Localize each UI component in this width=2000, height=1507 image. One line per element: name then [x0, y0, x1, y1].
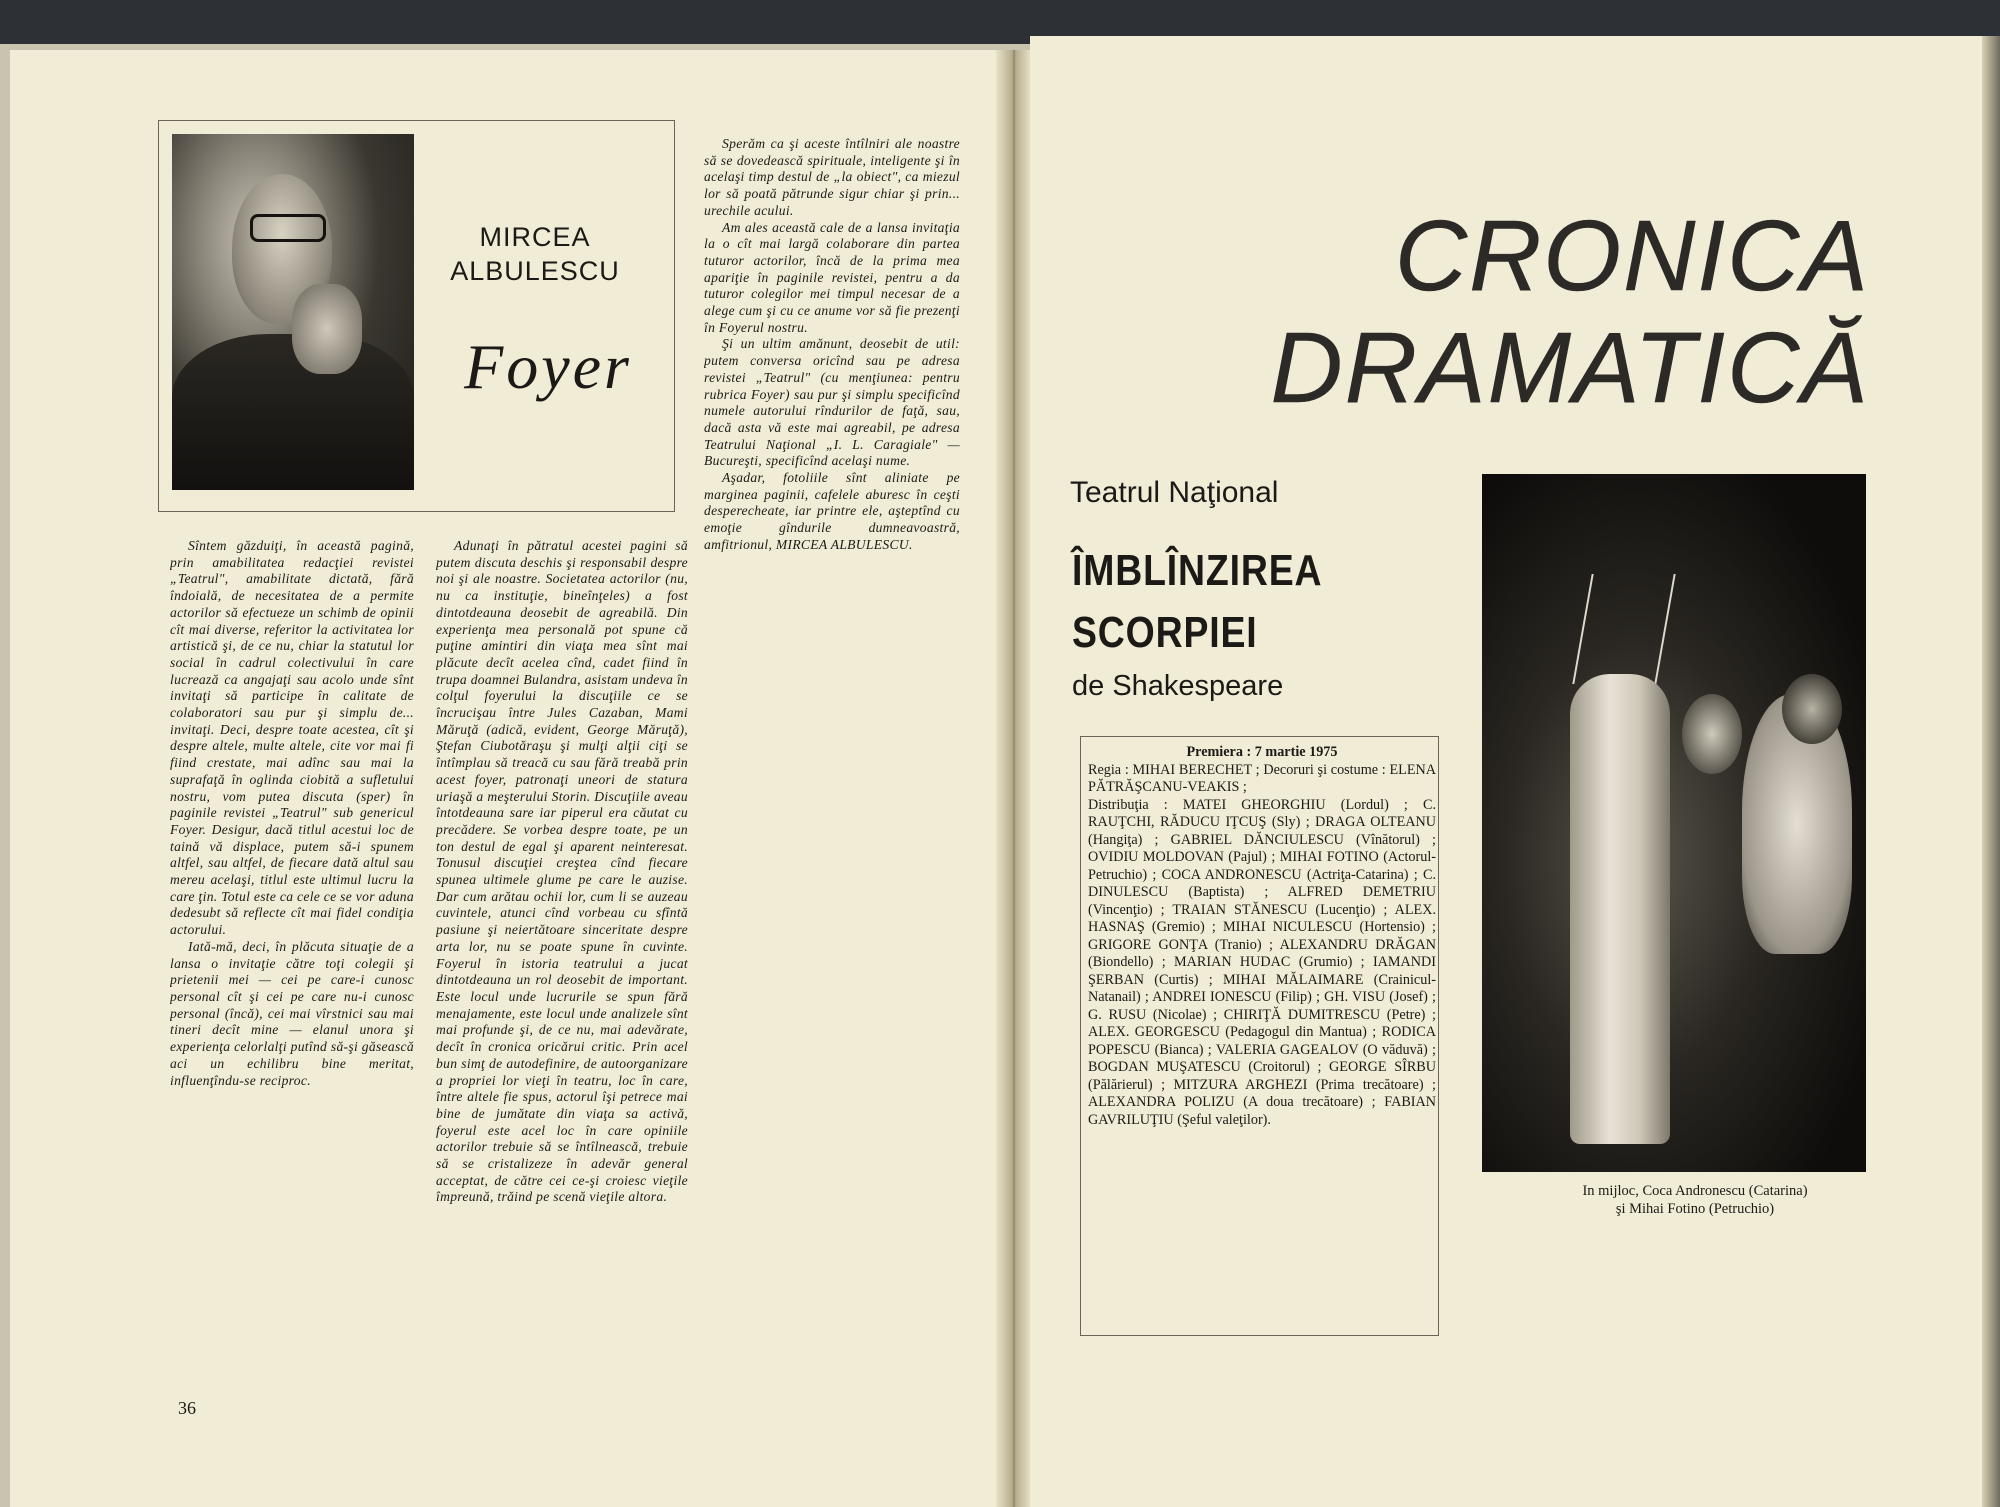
paragraph: Iată-mă, deci, în plăcuta situaţie de a lansa o invitaţie către toţi colegii şi prietenii mei — cei pe care-i cunosc personal cît şi cei pe care nu-i cunosc personal (încă), cei mai vîrstnici sau mai tineri decît mine — elanul unora şi experienţa celorlalţi putînd să-şi găsească aci un echilibru bine meritat, influenţîndu-se reciproc.: [170, 938, 414, 1088]
paragraph: Şi un ultim amănunt, deosebit de util: putem conversa oricînd sau pe adresa revistei „Teatrul" (cu menţiunea: pentru rubrica Foyer) sau pur şi simplu specificînd numele autorului rîndurilor de faţă, sau, dacă asta vă este mai agreabil, pe adresa Teatrului Naţional „I. L. Caragiale" — Bucureşti, specificînd acelaşi nume.: [704, 336, 960, 469]
author-portrait-photo: [172, 134, 414, 490]
photo-hand: [292, 284, 362, 374]
section-title: [1250, 200, 1870, 424]
page-number: 36: [178, 1398, 196, 1418]
column-title: Foyer: [464, 331, 632, 402]
paragraph: Aşadar, fotoliile sînt aliniate pe marginea paginii, cafelele aburesc în ceşti desperecheate, iar printre ele, aşteptînd cu emoţie gîndurile dumneavoastră, amfitrionul, MIRCEA ALBULESCU.: [704, 470, 960, 552]
text-column-3: [704, 136, 960, 1046]
book-gutter: [996, 50, 1032, 1507]
credits-text: [1088, 744, 1436, 1329]
section-title-line-1: CRONICA: [1394, 200, 1870, 312]
caption-line-1: In mijloc, Coca Andronescu (Catarina): [1582, 1183, 1808, 1199]
play-title: [1072, 540, 1323, 664]
playwright: de Shakespeare: [1072, 670, 1284, 702]
play-title-line-2: SCORPIEI: [1072, 608, 1258, 657]
photo-lead-actor: [1570, 674, 1670, 1144]
credits-cast: Distribuţia : MATEI GHEORGHIU (Lordul) ; C. RAUŢCHI, RĂDUCU IŢCUŞ (Sly) ; DRAGA OLTEANU (Hangiţa) ; GABRIEL DĂNCIULESCU (Vînătorul) ; OVIDIU MOLDOVAN (Pajul) ; MIHAI FOTINO (Actorul-Petruchio) ; COCA ANDRONESCU (Actriţa-Catarina) ; C. DINULESCU (Baptista) ; ALFRED DEMETRIU (Vincenţio) ; TRAIAN STĂNESCU (Lucenţio) ; ALEX. HASNAŞ (Gremio) ; MIHAI NICULESCU (Hortensio) ; GRIGORE GONŢA (Tranio) ; ALEXANDRU DRĂGAN (Biondello) ; MARIAN HUDAC (Grumio) ; IAMANDI ŞERBAN (Curtis) ; MIHAI MĂLAIMARE (Crainicul-Natanail) ; ANDREI IONESCU (Filip) ; GH. VISU (Josef) ; G. RUSU (Nicolae) ; CHIRIŢĂ DUMITRESCU (Petre) ; ALEX. GEORGESCU (Pedagogul din Mantua) ; RODICA POPESCU (Bianca) ; VALERIA GAGEALOV (O văduvă) ; BOGDAN MUŞATESCU (Croitorul) ; GEORGE SÎRBU (Pălărierul) ; MITZURA ARGHEZI (Prima trecătoare) ; ALEXANDRA POLIZU (A doua trecătoare) ; FABIAN GAVRILUŢIU (Şeful valeţilor).: [1088, 796, 1436, 1128]
caption-line-2: şi Mihai Fotino (Petruchio): [1615, 1201, 1775, 1217]
paragraph: Am ales această cale de a lansa invitaţia la o cît mai largă colaborare din partea tuturor actorilor, încă de la prima mea apariţie în paginile revistei, pentru a da tuturor colegilor mei timpul necesar de a alege cum şi cu ce anume vor să fie prezenţi în Foyerul nostru.: [704, 219, 960, 335]
premiere-date: Premiera : 7 martie 1975: [1186, 744, 1338, 760]
play-title-line-1: ÎMBLÎNZIREA: [1072, 546, 1323, 595]
text-column-2: [436, 538, 688, 1364]
credits-direction: Regia : MIHAI BERECHET ; Decoruri şi costume : ELENA PĂTRĂŞCANU-VEAKIS ;: [1088, 761, 1436, 795]
photo-actress: [1682, 694, 1742, 774]
author-name: MIRCEA ALBULESCU: [450, 222, 620, 286]
photo-glasses: [250, 214, 326, 242]
paragraph: Adunaţi în pătratul acestei pagini să putem discuta deschis şi responsabil despre noi şi ale noastre. Societatea actorilor (nu, nu ca instituţie, bineînţeles) a fost dintotdeauna deosebit de agreabilă. Din experienţa mea personală pot spune că puţine amintiri din viaţa mea sînt mai plăcute decît acelea cînd, cadet fiind în trupa doamnei Bulandra, asistam undeva în colţul foyerului la discuţiile ce se încrucişau între Jules Cazaban, Mami Măruţă (adică, evident, George Măruţă), Ştefan Ciubotăraşu şi mulţi alţii ciţi se întîmplau să treacă cu sau fără treabă prin acest foyer, patronaţi uneori de statura uriaşă a meşterului Storin. Discuţiile aveau întotdeauna sare iar piperul era căutat cu precădere. Se vorbea despre toate, pe un ton destul de egal şi aparent neinteresat. Tonusul discuţiei creştea cînd fiecare spunea ultimele glume pe care le auzise. Dar cum arătau ochii lor, cum li se auzeau cuvintele, atunci cînd vorbeau cu sfîntă pasiune şi neiertătoare sinceritate despre arta lor, nu se poate spune în cuvinte. Foyerul în istoria teatrului a jucat dintotdeauna un rol deosebit de important. Este locul unde lucrurile se spun fără menajamente, este locul unde analizele sînt mai profunde şi, de ce nu, mai adevărate, decît în cronica oricărui critic. Prin acel bun simţ de autodefinire, de autoorganizare a propriei lor vieţi în teatru, loc în care, între altele fie spus, actorul îşi petrece mai bine de jumătate din viaţa sa activă, foyerul este acel loc în care opiniile actorilor trebuie să se întîlnească, trebuie să se cristalizeze în adevăr general acceptat, de către cei ce-şi croiesc vieţile împreună, trăind pe scenă vieţile altora.: [436, 538, 688, 1205]
cover-edge: [1982, 36, 2000, 1507]
section-title-line-2: DRAMATICĂ: [1270, 312, 1870, 424]
photo-headdress: [1572, 574, 1675, 684]
paragraph: Sîntem găzduiţi, în această pagină, prin amabilitatea redacţiei revistei „Teatrul", amabilitate dictată, fără îndoială, de necesitatea de a permite actorilor să efectueze un schimb de opinii cît mai diverse, referitor la activitatea lor artistică şi, de ce nu, chiar la statutul lor social în cadrul colectivului în care lucrează ca angajaţi sau acolo unde sînt invitaţi să participe în calitate de colaboratori sau pur şi simplu de... invitaţi. Deci, despre toate acestea, cît şi despre altele, multe altele, cite vor mai fi fiind crestate, mai adînc sau mai la suprafaţă în oglinda ciobită a sufletului nostru, vom putea discuta (sper) în paginile revistei „Teatrul" sub genericul Foyer. Desigur, dacă titlul acestui loc de taină vă displace, putem să-i spunem altfel, sau altfel, de fiecare dată altul sau mereu acelaşi, titlul este ultimul lucru la care ţin. Totul este ca cele ce se vor aduna dedesubt să reflecte cît mai fidel condiţia actorului.: [170, 538, 414, 938]
theatre-name: Teatrul Naţional: [1070, 476, 1279, 509]
text-column-1: [170, 538, 414, 1370]
stage-photo: [1482, 474, 1866, 1172]
photo-actor-background: [1782, 674, 1842, 744]
photo-caption: [1500, 1182, 1890, 1218]
paragraph: Sperăm ca şi aceste întîlniri ale noastre să se dovedească spirituale, inteligente şi în acelaşi timp destul de „la obiect", ca miezul lor să poată pătrunde sigur chiar şi prin... urechile acului.: [704, 136, 960, 218]
photo-coat: [172, 334, 414, 490]
